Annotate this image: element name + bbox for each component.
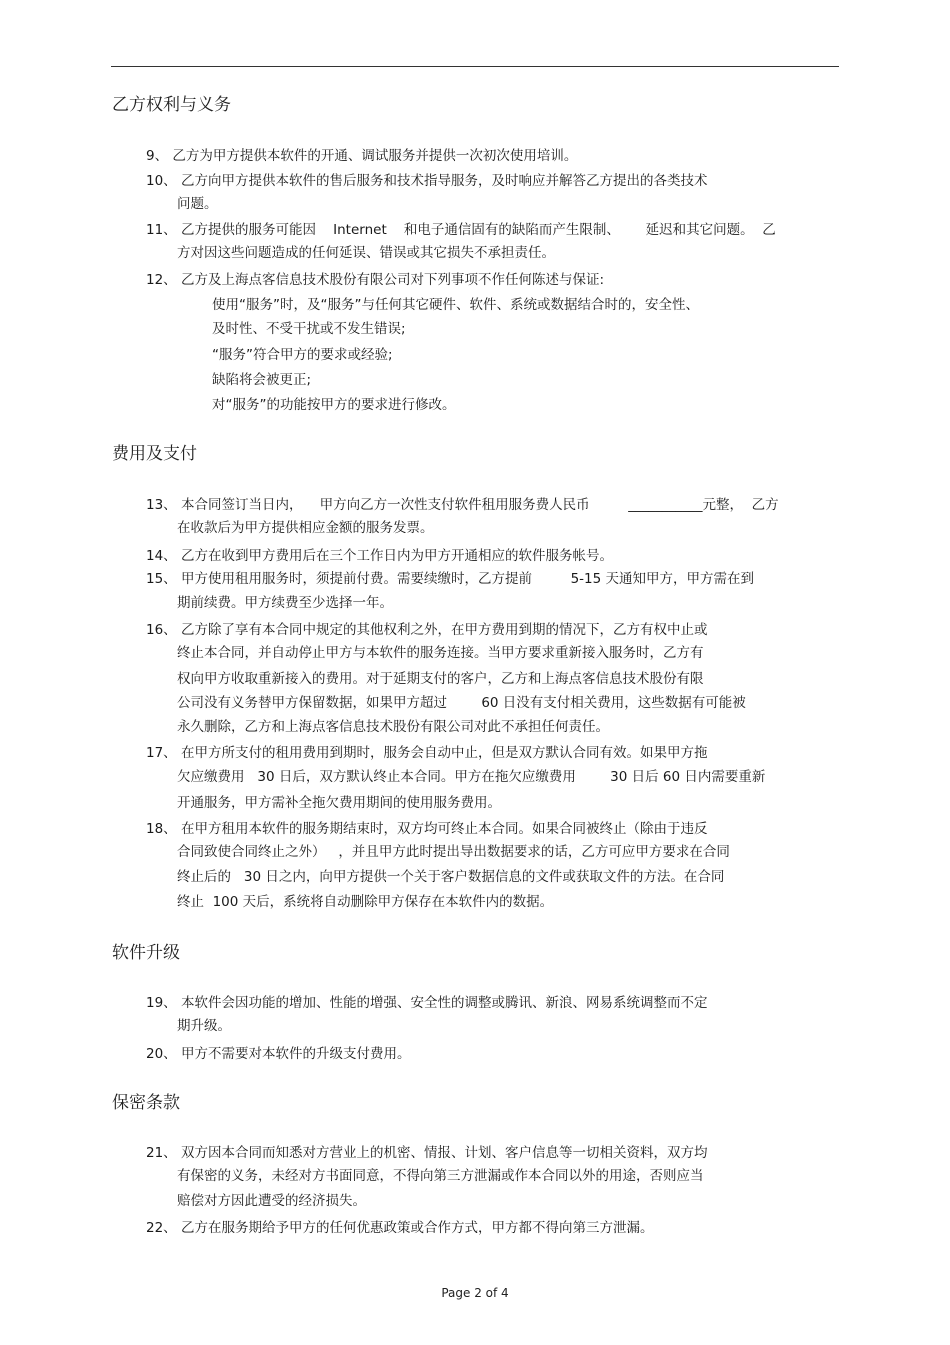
clause-line: 期前续费。甲方续费至少选择一年。 bbox=[177, 595, 393, 611]
clause-line: 20、 甲方不需要对本软件的升级支付费用。 bbox=[146, 1046, 411, 1062]
clause-line: 15、 甲方使用租用服务时，须提前付费。需要续缴时，乙方提前 5-15 天通知甲方，甲方需在到 bbox=[146, 571, 755, 587]
clause-line: 期升级。 bbox=[177, 1018, 231, 1034]
clause-line: 永久删除，乙方和上海点客信息技术股份有限公司对此不承担任何责任。 bbox=[177, 719, 609, 735]
clause-subline: “服务”符合甲方的要求或经验; bbox=[212, 347, 393, 363]
clause-line: 终止后的 30 日之内，向甲方提供一个关于客户数据信息的文件或获取文件的方法。在合同 bbox=[177, 869, 725, 885]
clause-line: 欠应缴费用 30 日后，双方默认终止本合同。甲方在拖欠应缴费用 30 日后 60 日内需要重新 bbox=[177, 769, 766, 785]
clause-line: 11、 乙方提供的服务可能因 Internet 和电子通信固有的缺陷而产生限制、 延迟和其它问题。 乙 bbox=[146, 222, 776, 238]
clause-line: 公司没有义务替甲方保留数据，如果甲方超过 60 日没有支付相关费用，这些数据有可能被 bbox=[177, 695, 746, 711]
clause-line: 终止本合同，并自动停止甲方与本软件的服务连接。当甲方要求重新接入服务时，乙方有 bbox=[177, 645, 704, 661]
clause-subline: 及时性、不受干扰或不发生错误; bbox=[212, 321, 406, 337]
section-heading: 软件升级 bbox=[112, 943, 180, 963]
clause-line: 18、 在甲方租用本软件的服务期结束时，双方均可终止本合同。如果合同被终止（除由于违反 bbox=[146, 821, 708, 837]
clause-line: 12、 乙方及上海点客信息技术股份有限公司对下列事项不作任何陈述与保证: bbox=[146, 272, 605, 288]
clause-line: 终止 100 天后，系统将自动删除甲方保存在本软件内的数据。 bbox=[177, 894, 554, 910]
clause-line: 22、 乙方在服务期给予甲方的任何优惠政策或合作方式，甲方都不得向第三方泄漏。 bbox=[146, 1220, 654, 1236]
section-heading: 费用及支付 bbox=[112, 444, 197, 464]
clause-line: 开通服务，甲方需补全拖欠费用期间的使用服务费用。 bbox=[177, 795, 501, 811]
clause-subline: 缺陷将会被更正; bbox=[212, 372, 312, 388]
clause-line: 权向甲方收取重新接入的费用。对于延期支付的客户，乙方和上海点客信息技术股份有限 bbox=[177, 671, 704, 687]
clause-line: 合同致使合同终止之外） ，并且甲方此时提出导出数据要求的话，乙方可应甲方要求在合同 bbox=[177, 844, 730, 860]
clause-line: 10、 乙方向甲方提供本软件的售后服务和技术指导服务，及时响应并解答乙方提出的各类技术 bbox=[146, 173, 708, 189]
clause-line: 19、 本软件会因功能的增加、性能的增强、安全性的调整或腾讯、新浪、网易系统调整而不定 bbox=[146, 995, 708, 1011]
section-heading: 保密条款 bbox=[112, 1093, 180, 1113]
clause-line: 问题。 bbox=[177, 196, 218, 212]
clause-line: 有保密的义务，未经对方书面同意，不得向第三方泄漏或作本合同以外的用途，否则应当 bbox=[177, 1168, 704, 1184]
section-heading: 乙方权利与义务 bbox=[112, 95, 231, 115]
clause-line: 赔偿对方因此遭受的经济损失。 bbox=[177, 1193, 366, 1209]
clause-line: 14、 乙方在收到甲方费用后在三个工作日内为甲方开通相应的软件服务帐号。 bbox=[146, 548, 613, 564]
clause-subline: 对“服务”的功能按甲方的要求进行修改。 bbox=[212, 397, 456, 413]
clause-line: 在收款后为甲方提供相应金额的服务发票。 bbox=[177, 520, 434, 536]
clause-line: 16、 乙方除了享有本合同中规定的其他权利之外，在甲方费用到期的情况下，乙方有权中止或 bbox=[146, 622, 708, 638]
clause-line: 13、 本合同签订当日内， 甲方向乙方一次性支付软件租用服务费人民币 ___________元整， 乙方 bbox=[146, 497, 779, 513]
clause-line: 9、 乙方为甲方提供本软件的开通、调试服务并提供一次初次使用培训。 bbox=[146, 148, 578, 164]
clause-line: 方对因这些问题造成的任何延误、错误或其它损失不承担责任。 bbox=[177, 245, 555, 261]
clause-line: 21、 双方因本合同而知悉对方营业上的机密、情报、计划、客户信息等一切相关资料，双方均 bbox=[146, 1145, 708, 1161]
header-rule bbox=[111, 66, 839, 67]
clause-subline: 使用“服务”时，及“服务”与任何其它硬件、软件、系统或数据结合时的，安全性、 bbox=[212, 297, 699, 313]
page-number: Page 2 of 4 bbox=[441, 1286, 509, 1300]
clause-line: 17、 在甲方所支付的租用费用到期时，服务会自动中止，但是双方默认合同有效。如果甲方拖 bbox=[146, 745, 708, 761]
